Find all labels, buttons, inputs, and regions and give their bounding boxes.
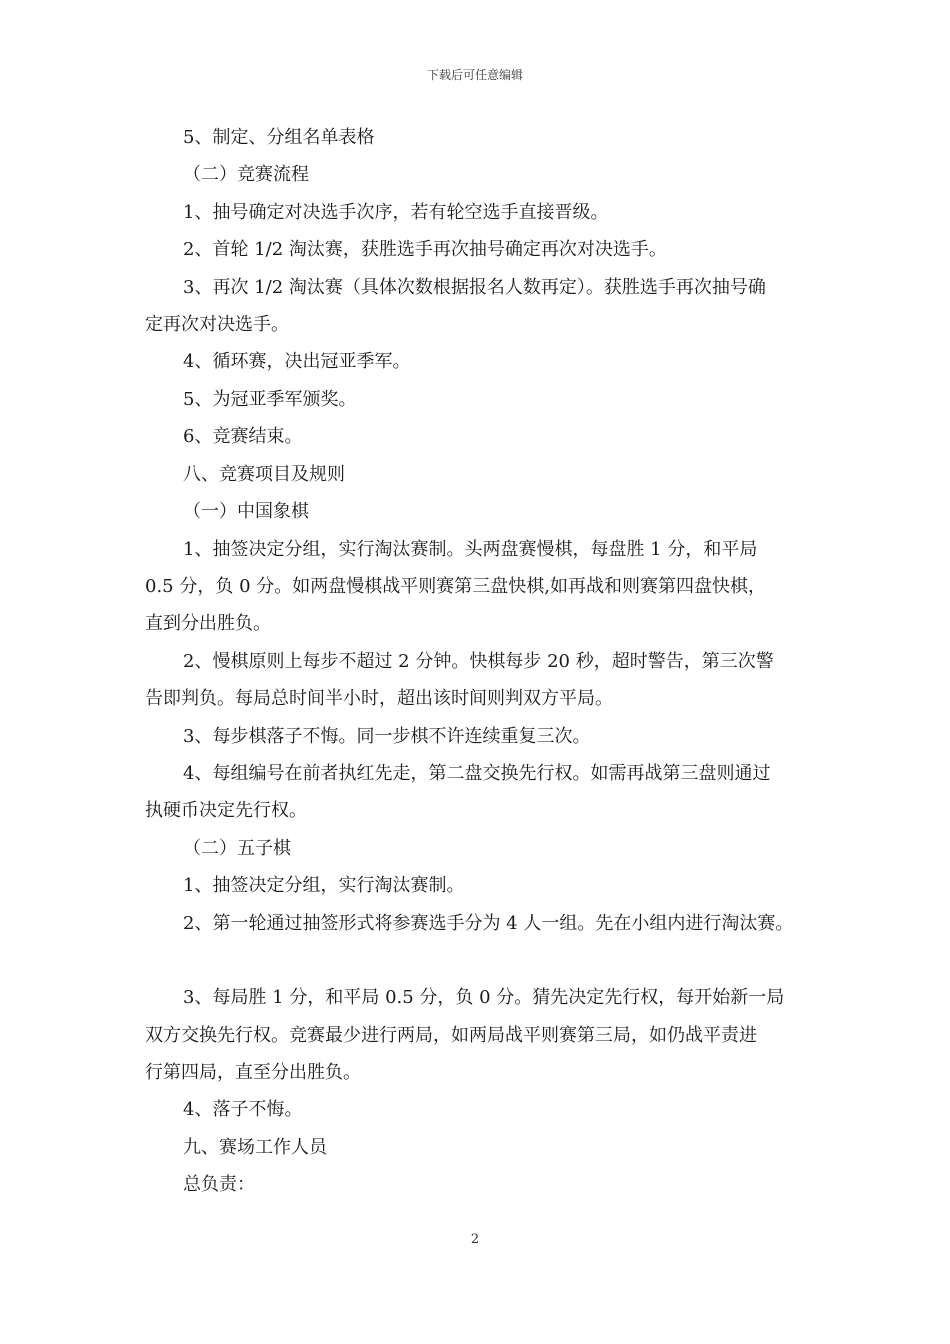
text-line: 告即判负。每局总时间半小时，超出该时间则判双方平局。	[145, 688, 613, 709]
text-line: 2、慢棋原则上每步不超过 2 分钟。快棋每步 20 秒，超时警告，第三次警	[183, 651, 774, 672]
text-line: 直到分出胜负。	[145, 613, 271, 634]
text-line: 1、抽签决定分组，实行淘汰赛制。头两盘赛慢棋，每盘胜 1 分，和平局	[183, 539, 758, 560]
text-line: 4、落子不悔。	[183, 1099, 303, 1120]
text-line: 2、第一轮通过抽签形式将参赛选手分为 4 人一组。先在小组内进行淘汰赛。	[183, 913, 794, 934]
text-line: 双方交换先行权。竞赛最少进行两局，如两局战平则赛第三局，如仍战平责进	[145, 1025, 757, 1046]
subsection-heading: （二）五子棋	[183, 838, 291, 859]
page-header: 下载后可任意编辑	[426, 68, 523, 82]
text-line: 3、每步棋落子不悔。同一步棋不许连续重复三次。	[183, 726, 591, 747]
text-line: 4、循环赛，决出冠亚季军。	[183, 351, 411, 372]
text-line: 0.5 分，负 0 分。如两盘慢棋战平则赛第三盘快棋,如再战和则赛第四盘快棋，	[145, 576, 766, 597]
text-line: 3、再次 1/2 淘汰赛（具体次数根据报名人数再定）。获胜选手再次抽号确	[183, 277, 766, 298]
text-line: 5、为冠亚季军颁奖。	[183, 389, 357, 410]
text-line: 执硬币决定先行权。	[145, 800, 307, 821]
text-line: 5、制定、分组名单表格	[183, 127, 375, 148]
text-line: 3、每局胜 1 分，和平局 0.5 分，负 0 分。猜先决定先行权，每开始新一局	[183, 987, 785, 1008]
text-line: 总负责：	[183, 1174, 255, 1195]
text-line: （二）竞赛流程	[183, 164, 309, 185]
text-line: 2、首轮 1/2 淘汰赛，获胜选手再次抽号确定再次对决选手。	[183, 239, 667, 260]
section-heading: 八、竞赛项目及规则	[183, 464, 345, 485]
text-line: 定再次对决选手。	[145, 314, 289, 335]
section-heading: 九、赛场工作人员	[183, 1137, 327, 1158]
text-line: 行第四局，直至分出胜负。	[145, 1062, 361, 1083]
text-line: 4、每组编号在前者执红先走，第二盘交换先行权。如需再战第三盘则通过	[183, 763, 771, 784]
page-number: 2	[470, 1232, 480, 1247]
subsection-heading: （一）中国象棋	[183, 501, 309, 522]
text-line: 1、抽号确定对决选手次序，若有轮空选手直接晋级。	[183, 202, 609, 223]
text-line: 1、抽签决定分组，实行淘汰赛制。	[183, 875, 465, 896]
text-line: 6、竞赛结束。	[183, 426, 303, 447]
